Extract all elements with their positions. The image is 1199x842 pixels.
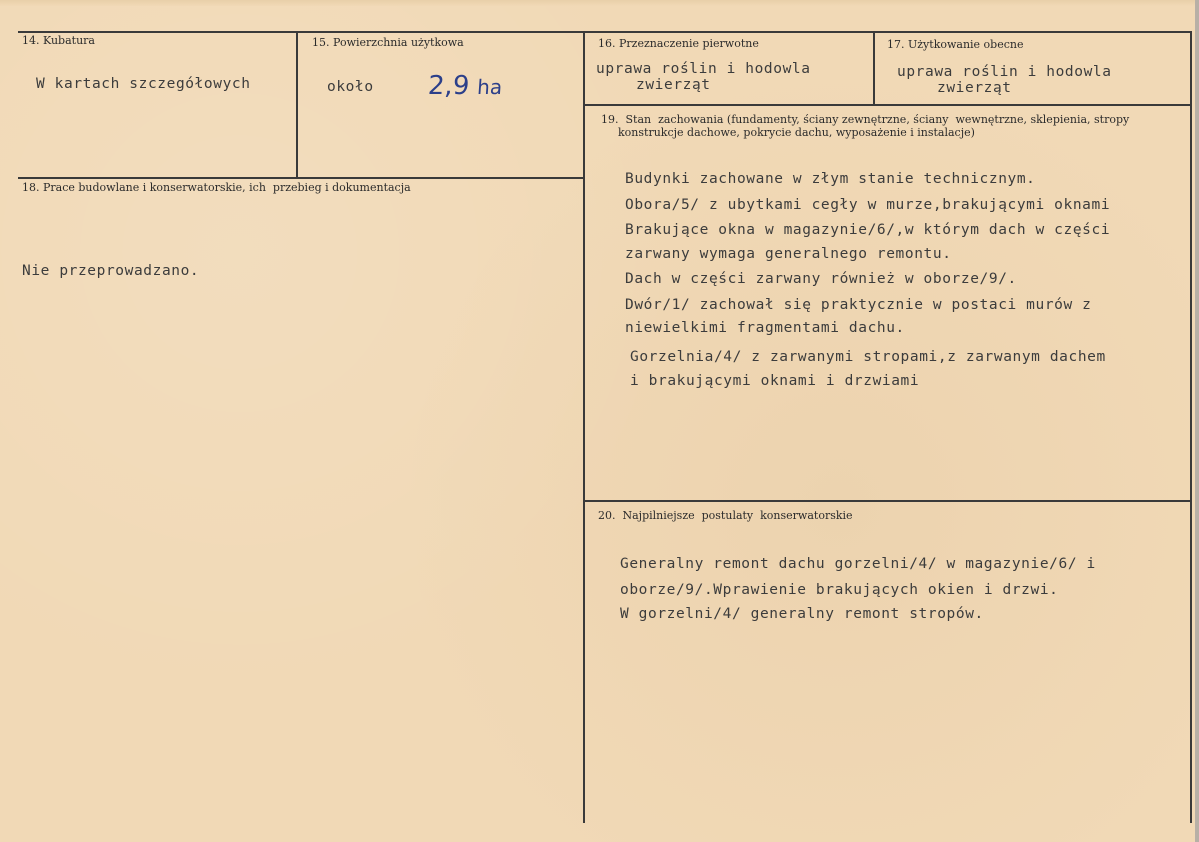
field-14-value: W kartach szczegółowych [36,76,251,92]
field-20-label: 20. Najpilniejsze postulaty konserwatorskie [598,509,853,522]
field-19-label-line-2: konstrukcje dachowe, pokrycie dachu, wyposażenie i instalacje) [618,126,975,139]
field-19-line-6: Dwór/1/ zachował się praktycznie w postaci murów z [625,297,1092,313]
field-19-line-2: Obora/5/ z ubytkami cegły w murze,brakującymi oknami [625,197,1111,213]
field-19-label-line-1: 19. Stan zachowania (fundamenty, ściany zewnętrzne, ściany wewnętrzne, sklepienia, stropy [601,113,1130,126]
row3-divider-right [584,500,1190,502]
field-17-line-2: zwierząt [937,80,1012,96]
field-17-line-1: uprawa roślin i hodowla [897,64,1112,80]
field-14-label: 14. Kubatura [22,34,95,47]
field-20-line-2: oborze/9/.Wprawienie brakujących okien i drzwi. [620,582,1059,598]
field-19-line-1: Budynki zachowane w złym stanie technicznym. [625,171,1036,187]
field-18-value: Nie przeprowadzano. [22,263,200,279]
field-16-line-2: zwierząt [636,77,711,93]
column-divider-16-17 [873,31,875,104]
field-15-label: 15. Powierzchnia użytkowa [312,36,464,49]
field-16-line-1: uprawa roślin i hodowla [596,61,811,77]
top-border [18,31,1190,33]
right-border [1190,31,1192,823]
column-divider-14-15 [296,31,298,177]
field-15-number: 2,9 [426,71,471,101]
field-15-handwritten-value [427,71,503,101]
card-top-edge [0,0,1199,6]
row1-divider-right [584,104,1190,106]
field-19-line-7: niewielkimi fragmentami dachu. [625,320,905,336]
field-20-line-1: Generalny remont dachu gorzelni/4/ w magazynie/6/ i [620,556,1096,572]
card-right-edge [1195,0,1199,842]
field-15-prefix: około [327,79,374,95]
column-divider-main [583,31,585,823]
field-18-label: 18. Prace budowlane i konserwatorskie, ich przebieg i dokumentacja [22,181,411,194]
field-20-line-3: W gorzelni/4/ generalny remont stropów. [620,606,984,622]
field-17-label: 17. Użytkowanie obecne [887,38,1024,51]
field-19-line-4: zarwany wymaga generalnego remontu. [625,246,952,262]
field-19-line-8: Gorzelnia/4/ z zarwanymi stropami,z zarwanym dachem [630,349,1106,365]
row1-divider-left [18,177,584,179]
field-16-label: 16. Przeznaczenie pierwotne [598,37,759,50]
field-19-line-9: i brakującymi oknami i drzwiami [630,373,920,389]
field-15-unit: ha [476,75,504,99]
field-19-line-5: Dach w części zarwany również w oborze/9/. [625,271,1017,287]
field-19-line-3: Brakujące okna w magazynie/6/,w którym dach w części [625,222,1111,238]
